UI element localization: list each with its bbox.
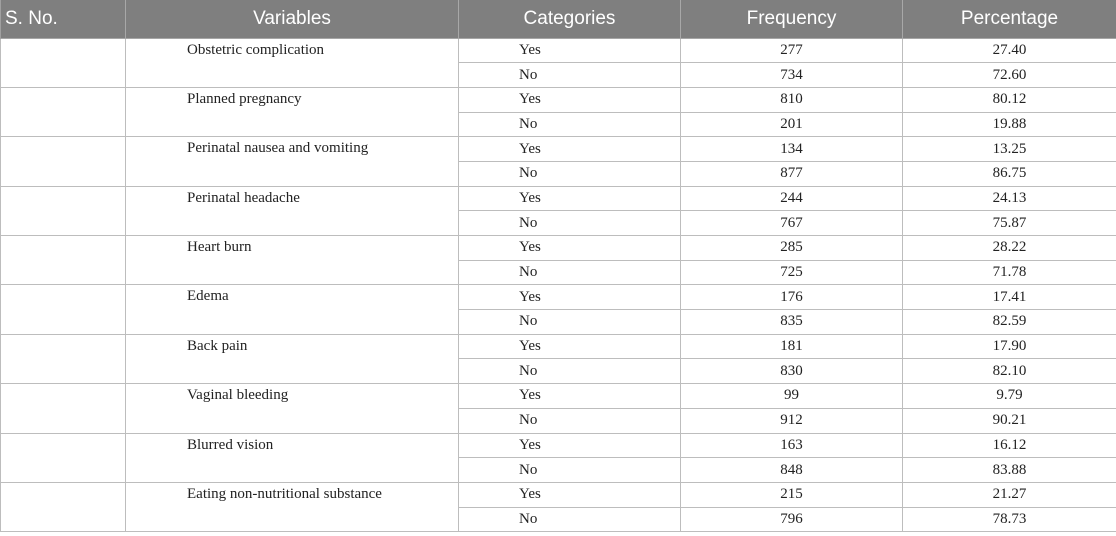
variable-cell: Blurred vision	[126, 433, 459, 482]
frequency-cell: 912	[681, 408, 903, 433]
table-row	[1, 285, 1116, 310]
sno-cell	[1, 285, 126, 334]
sno-cell	[1, 38, 126, 87]
frequency-cell: 767	[681, 211, 903, 236]
frequency-cell: 134	[681, 137, 903, 162]
table-row	[1, 482, 1116, 507]
frequency-cell: 848	[681, 458, 903, 483]
percentage-cell: 27.40	[903, 38, 1116, 63]
percentage-cell: 16.12	[903, 433, 1116, 458]
variable-cell: Planned pregnancy	[126, 87, 459, 136]
frequency-cell: 725	[681, 260, 903, 285]
header-percentage: Percentage	[903, 0, 1116, 38]
table-row	[1, 38, 1116, 63]
variable-cell: Obstetric complication	[126, 38, 459, 87]
frequency-cell: 277	[681, 38, 903, 63]
table-row	[1, 334, 1116, 359]
frequency-cell: 201	[681, 112, 903, 137]
header-categories: Categories	[459, 0, 681, 38]
table-row	[1, 137, 1116, 162]
category-cell: Yes	[459, 384, 681, 409]
header-sno: S. No.	[1, 0, 126, 38]
percentage-cell: 28.22	[903, 236, 1116, 261]
sno-cell	[1, 137, 126, 186]
frequency-cell: 734	[681, 63, 903, 88]
frequency-cell: 176	[681, 285, 903, 310]
percentage-cell: 21.27	[903, 482, 1116, 507]
table-row	[1, 87, 1116, 112]
category-cell: Yes	[459, 433, 681, 458]
frequency-cell: 181	[681, 334, 903, 359]
percentage-cell: 9.79	[903, 384, 1116, 409]
category-cell: Yes	[459, 137, 681, 162]
category-cell: No	[459, 63, 681, 88]
table-row	[1, 186, 1116, 211]
category-cell: No	[459, 310, 681, 335]
frequency-cell: 877	[681, 161, 903, 186]
frequency-cell: 810	[681, 87, 903, 112]
variable-cell: Eating non-nutritional substance	[126, 482, 459, 531]
percentage-cell: 90.21	[903, 408, 1116, 433]
frequency-cell: 163	[681, 433, 903, 458]
category-cell: No	[459, 260, 681, 285]
sno-cell	[1, 433, 126, 482]
category-cell: Yes	[459, 87, 681, 112]
table-row	[1, 236, 1116, 261]
percentage-cell: 83.88	[903, 458, 1116, 483]
sno-cell	[1, 384, 126, 433]
variable-cell: Perinatal headache	[126, 186, 459, 235]
variable-cell: Back pain	[126, 334, 459, 383]
category-cell: Yes	[459, 334, 681, 359]
table-row	[1, 433, 1116, 458]
sno-cell	[1, 87, 126, 136]
category-cell: Yes	[459, 38, 681, 63]
sno-cell	[1, 334, 126, 383]
frequency-cell: 99	[681, 384, 903, 409]
header-frequency: Frequency	[681, 0, 903, 38]
category-cell: No	[459, 458, 681, 483]
variable-cell: Heart burn	[126, 236, 459, 285]
header-row	[1, 0, 1116, 38]
percentage-cell: 82.10	[903, 359, 1116, 384]
sno-cell	[1, 236, 126, 285]
percentage-cell: 24.13	[903, 186, 1116, 211]
category-cell: No	[459, 507, 681, 532]
frequency-cell: 796	[681, 507, 903, 532]
percentage-cell: 78.73	[903, 507, 1116, 532]
percentage-cell: 72.60	[903, 63, 1116, 88]
category-cell: No	[459, 359, 681, 384]
category-cell: Yes	[459, 186, 681, 211]
category-cell: Yes	[459, 482, 681, 507]
variable-cell: Vaginal bleeding	[126, 384, 459, 433]
sno-cell	[1, 186, 126, 235]
table-body	[1, 38, 1116, 532]
frequency-cell: 835	[681, 310, 903, 335]
frequency-cell: 215	[681, 482, 903, 507]
percentage-cell: 71.78	[903, 260, 1116, 285]
category-cell: No	[459, 112, 681, 137]
percentage-cell: 80.12	[903, 87, 1116, 112]
percentage-cell: 17.90	[903, 334, 1116, 359]
variable-cell: Perinatal nausea and vomiting	[126, 137, 459, 186]
variable-cell: Edema	[126, 285, 459, 334]
category-cell: Yes	[459, 236, 681, 261]
header-variables: Variables	[126, 0, 459, 38]
frequency-cell: 285	[681, 236, 903, 261]
category-cell: No	[459, 211, 681, 236]
percentage-cell: 17.41	[903, 285, 1116, 310]
frequency-cell: 244	[681, 186, 903, 211]
category-cell: No	[459, 161, 681, 186]
percentage-cell: 75.87	[903, 211, 1116, 236]
table-row	[1, 384, 1116, 409]
category-cell: No	[459, 408, 681, 433]
category-cell: Yes	[459, 285, 681, 310]
table-header	[1, 0, 1116, 38]
percentage-cell: 19.88	[903, 112, 1116, 137]
percentage-cell: 13.25	[903, 137, 1116, 162]
sno-cell	[1, 482, 126, 531]
frequency-cell: 830	[681, 359, 903, 384]
percentage-cell: 82.59	[903, 310, 1116, 335]
percentage-cell: 86.75	[903, 161, 1116, 186]
